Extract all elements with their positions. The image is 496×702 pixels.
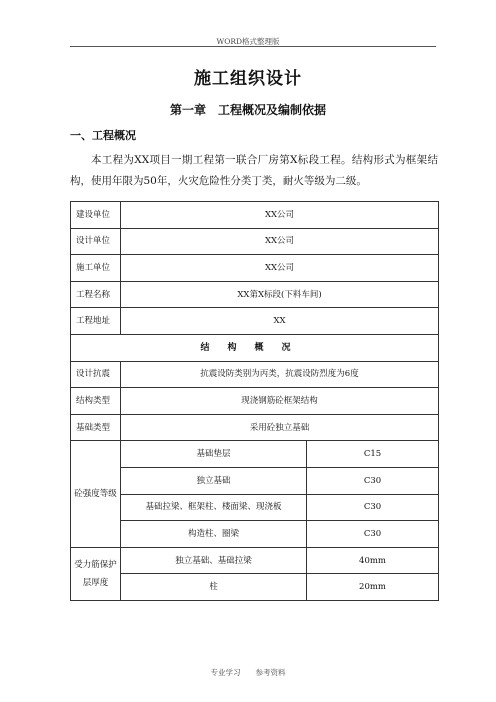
- structure-heading-text: 结构概况: [200, 342, 309, 353]
- row-label: 设计抗震: [71, 361, 121, 388]
- table-row: [71, 228, 439, 255]
- row-label: 基础类型: [71, 414, 121, 441]
- concrete-part: 独立基础: [121, 467, 307, 494]
- row-value: XX第X标段(下料车间): [121, 281, 439, 308]
- chapter-title: 第一章 工程概况及编制依据: [169, 103, 326, 117]
- table-row: [71, 414, 439, 441]
- cover-thickness-label: 受力筋保护层厚度: [71, 547, 121, 600]
- table-row: [71, 494, 439, 521]
- concrete-grade: C30: [307, 521, 439, 548]
- structure-heading: [71, 334, 439, 361]
- section-title: 一、工程概况: [70, 129, 136, 142]
- table-row: [71, 281, 439, 308]
- row-value: 抗震设防类别为丙类，抗震设防烈度为6度: [121, 361, 439, 388]
- table-row: [71, 441, 439, 468]
- table-row: [71, 255, 439, 282]
- page-footer: 专业学习 参考资料: [210, 668, 286, 677]
- overview-paragraph: 本工程为XX项目一期工程第一联合厂房第X标段工程。结构形式为框架结构，使用年限为50年，火灾危险性分类丁类，耐火等级为二级。: [70, 154, 438, 187]
- row-value: 采用砼独立基础: [121, 414, 439, 441]
- cover-value: 40mm: [307, 547, 439, 574]
- table-row: [71, 361, 439, 388]
- row-value: 现浇钢筋砼框架结构: [121, 388, 439, 415]
- table-row: [71, 334, 439, 361]
- page-header: WORD格式整理版: [216, 37, 280, 46]
- row-label: 工程地址: [71, 308, 121, 335]
- document-title: 施工组织设计: [194, 69, 302, 89]
- concrete-part: 基础拉梁、框架柱、楼面梁、现浇板: [121, 494, 307, 521]
- row-label: 结构类型: [71, 388, 121, 415]
- header-rule: [70, 46, 436, 47]
- table-row: [71, 308, 439, 335]
- concrete-grade: C30: [307, 494, 439, 521]
- table-row: [71, 467, 439, 494]
- table-row: [71, 521, 439, 548]
- table-row: [71, 547, 439, 574]
- cover-part: 独立基础、基础拉梁: [121, 547, 307, 574]
- row-value: XX公司: [121, 255, 439, 282]
- concrete-grade-label: 砼强度等级: [71, 441, 121, 547]
- table-row: [71, 202, 439, 229]
- row-label: 设计单位: [71, 228, 121, 255]
- row-value: XX公司: [121, 202, 439, 229]
- concrete-part: 基础垫层: [121, 441, 307, 468]
- concrete-grade: C30: [307, 467, 439, 494]
- project-info-table: [70, 201, 439, 601]
- concrete-part: 构造柱、圈梁: [121, 521, 307, 548]
- row-value: XX: [121, 308, 439, 335]
- row-value: XX公司: [121, 228, 439, 255]
- table-row: [71, 574, 439, 601]
- cover-value: 20mm: [307, 574, 439, 601]
- concrete-grade: C15: [307, 441, 439, 468]
- row-label: 建设单位: [71, 202, 121, 229]
- table-row: [71, 388, 439, 415]
- row-label: 工程名称: [71, 281, 121, 308]
- row-label: 施工单位: [71, 255, 121, 282]
- cover-part: 柱: [121, 574, 307, 601]
